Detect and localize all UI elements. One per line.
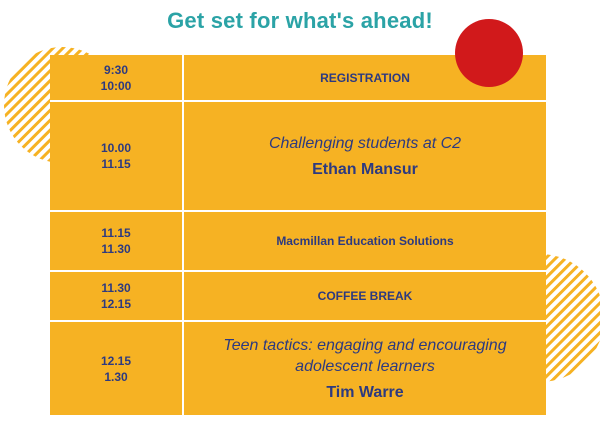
session-label: Macmillan Education Solutions bbox=[276, 234, 454, 248]
page-headline: Get set for what's ahead! bbox=[167, 8, 433, 33]
session-label: REGISTRATION bbox=[320, 70, 410, 85]
end-time: 1.30 bbox=[104, 369, 128, 384]
start-time: 11.15 bbox=[101, 226, 131, 240]
speaker-name: Tim Warre bbox=[326, 384, 404, 401]
end-time: 10:00 bbox=[100, 78, 132, 93]
talk-title-line-2: adolescent learners bbox=[295, 358, 435, 375]
end-time: 11.30 bbox=[101, 242, 131, 256]
talk-title-line-1: Teen tactics: engaging and encouraging bbox=[223, 337, 507, 354]
session-label: COFFEE BREAK bbox=[317, 289, 413, 303]
red-accent-circle bbox=[455, 19, 523, 87]
start-time: 9:30 bbox=[103, 62, 129, 77]
talk-title: Challenging students at C2 bbox=[268, 135, 462, 152]
end-time: 12.15 bbox=[100, 297, 132, 311]
end-time: 11.15 bbox=[101, 157, 131, 171]
start-time: 12.15 bbox=[100, 353, 132, 368]
start-time: 11.30 bbox=[101, 281, 131, 295]
start-time: 10.00 bbox=[100, 141, 132, 155]
speaker-name: Ethan Mansur bbox=[312, 161, 418, 178]
